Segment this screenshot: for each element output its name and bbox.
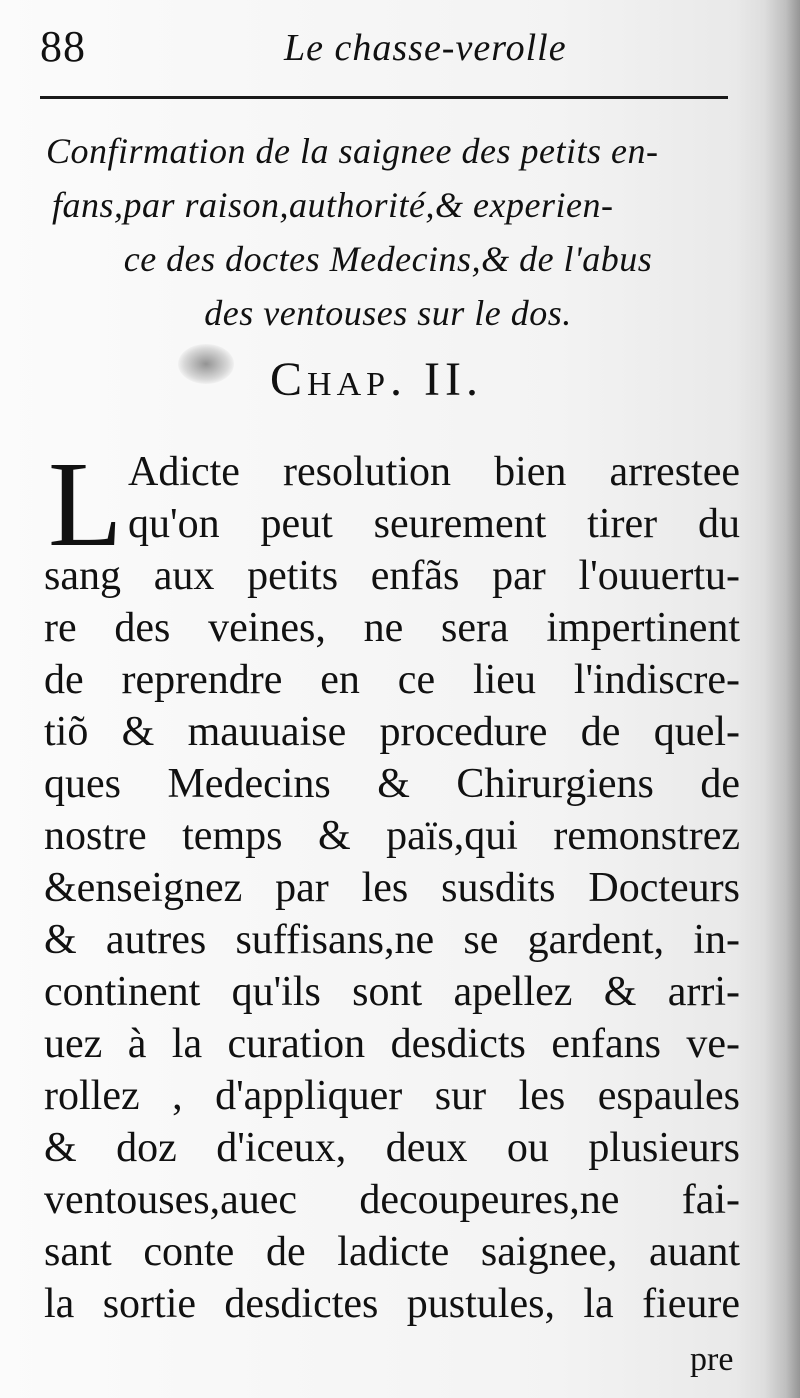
chapter-heading-line: fans,par raison,authorité,& experien- [52,185,614,225]
page-header [40,22,730,78]
chapter-number: Chap. II. [270,353,484,406]
body-line: Adicte resolution bien arrestee [128,449,740,495]
body-line: continent qu'ils sont apellez & arri- [44,969,740,1015]
body-line: & autres suffisans,ne se gardent, in- [44,917,740,963]
body-line: &enseignez par les susdits Docteurs [44,865,740,911]
body-line: ques Medecins & Chirurgiens de [44,761,740,807]
body-text [44,437,740,1330]
body-line: ventouses,auec decoupeures,ne fai- [44,1177,740,1223]
page-number: 88 [40,22,86,71]
chapter-heading-line: Confirmation de la saignee des petits en- [46,131,659,171]
ink-blot [178,344,234,384]
body-line: qu'on peut seurement tirer du [128,501,740,547]
header-rule [40,96,728,99]
page-edge-shadow [764,0,800,1398]
body-line: de reprendre en ce lieu l'indiscre- [44,657,740,703]
chapter-heading-line: des ventouses sur le dos. [204,293,572,333]
body-line: re des veines, ne sera impertinent [44,605,740,651]
body-line: nostre temps & païs,qui remonstrez [44,813,740,859]
body-line: tiõ & mauuaise procedure de quel- [44,709,740,755]
body-line: sang aux petits enfãs par l'ouuertu- [44,553,740,599]
catchword: pre [690,1341,734,1378]
body-line: & doz d'iceux, deux ou plusieurs [44,1125,740,1171]
chapter-heading-line: ce des doctes Medecins,& de l'abus [123,239,653,279]
running-title: Le chasse-verolle [284,27,567,69]
body-line: la sortie desdictes pustules, la fieure [44,1281,740,1327]
chapter-heading [38,124,738,340]
body-line: uez à la curation desdicts enfans ve- [44,1021,740,1067]
drop-cap: L [48,437,123,572]
body-line: sant conte de ladicte saignee, auant [44,1229,740,1275]
body-line: rollez , d'appliquer sur les espaules [44,1073,740,1119]
